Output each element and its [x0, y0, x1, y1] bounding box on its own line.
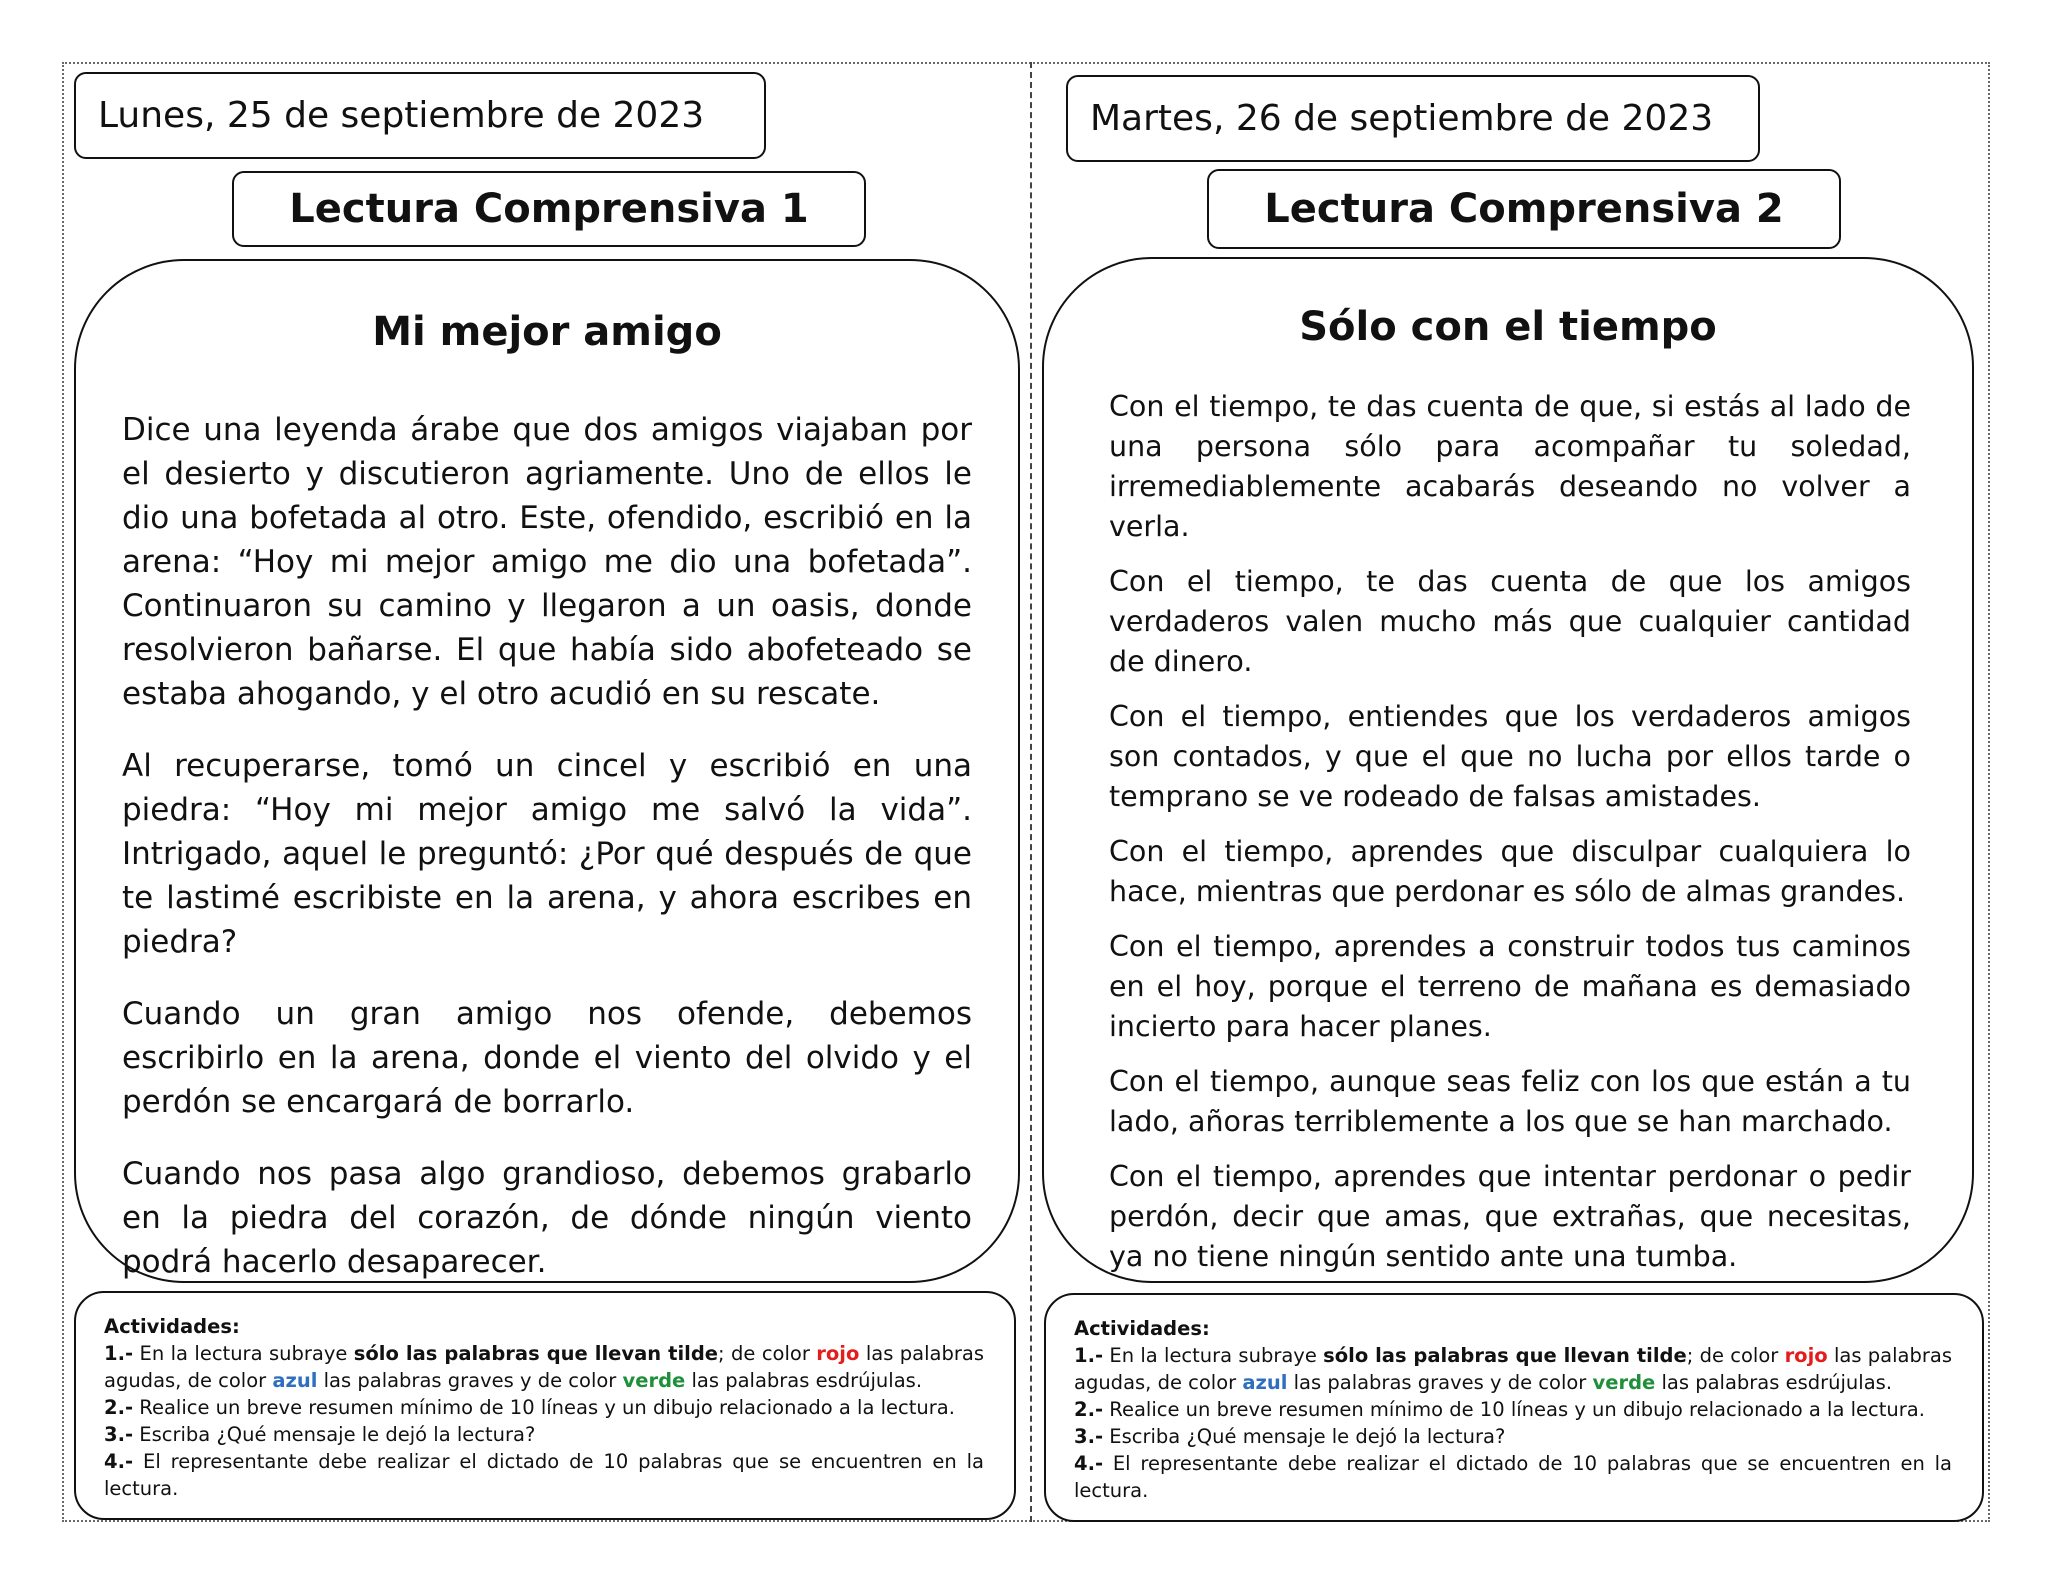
activity-4: 4.- El representante debe realizar el dictado de 10 palabras que se encuentren en la lectura.: [104, 1450, 984, 1500]
activity-4: 4.- El representante debe realizar el dictado de 10 palabras que se encuentren en la lectura.: [1074, 1452, 1952, 1502]
right-date-box: [1066, 75, 1760, 162]
activities-heading: Actividades:: [104, 1315, 240, 1338]
color-blue-word: azul: [272, 1369, 318, 1392]
left-date: Lunes, 25 de septiembre de 2023: [98, 94, 705, 136]
cut-line: [1030, 62, 1032, 1522]
right-paragraph: Con el tiempo, te das cuenta de que, si estás al lado de una persona sólo para acompañar tu soledad, irremediablemente acabarás deseando no volver a verla.: [1109, 390, 1911, 543]
left-paragraph: Cuando nos pasa algo grandioso, debemos grabarlo en la piedra del corazón, de dónde ningún viento podrá hacerlo desaparecer.: [122, 1156, 972, 1280]
left-paragraph: Al recuperarse, tomó un cincel y escribió en una piedra: “Hoy mi mejor amigo me salvó la vida”. Intrigado, aquel le preguntó: ¿Por qué después de que te lastimé escribiste en la arena, y ahora escribes en piedra?: [122, 748, 972, 960]
activity-3: 3.- Escriba ¿Qué mensaje le dejó la lectura?: [1074, 1425, 1506, 1448]
left-paragraph: Dice una leyenda árabe que dos amigos viajaban por el desierto y discutieron agriamente. Uno de ellos le dio una bofetada al otro. Este, ofendido, escribió en la arena: “Hoy mi mejor amigo me dio una bofetada”. Continuaron su camino y llegaron a un oasis, donde resolvieron bañarse. El que había sido abofeteado se estaba ahogando, y el otro acudió en su rescate.: [122, 412, 972, 712]
color-red-word: rojo: [1784, 1344, 1828, 1367]
right-reading-title: Sólo con el tiempo: [1299, 304, 1717, 350]
left-reading-box: [74, 259, 1020, 1283]
activity-2: 2.- Realice un breve resumen mínimo de 10 líneas y un dibujo relacionado a la lectura.: [104, 1396, 955, 1419]
right-activities-box: [1044, 1293, 1984, 1522]
left-heading-box: [232, 171, 866, 247]
color-green-word: verde: [622, 1369, 686, 1392]
right-activities: [1074, 1315, 1952, 1516]
activity-1: 1.- En la lectura subraye sólo las palabras que llevan tilde; de color rojo las palabras agudas, de color azul las palabras graves y de color verde las palabras esdrújulas.: [1074, 1344, 1952, 1394]
color-red-word: rojo: [816, 1342, 860, 1365]
color-green-word: verde: [1592, 1371, 1656, 1394]
right-heading: Lectura Comprensiva 2: [1264, 186, 1784, 232]
right-reading-text: [1109, 387, 1911, 1292]
right-date: Martes, 26 de septiembre de 2023: [1090, 97, 1714, 139]
right-paragraph: Con el tiempo, entiendes que los verdaderos amigos son contados, y que el que no lucha por ellos tarde o temprano se ve rodeado de falsas amistades.: [1109, 700, 1911, 813]
left-date-box: [74, 72, 766, 159]
left-heading: Lectura Comprensiva 1: [289, 186, 809, 232]
right-paragraph: Con el tiempo, aunque seas feliz con los que están a tu lado, añoras terriblemente a los que se han marchado.: [1109, 1065, 1911, 1138]
activity-1: 1.- En la lectura subraye sólo las palabras que llevan tilde; de color rojo las palabras agudas, de color azul las palabras graves y de color verde las palabras esdrújulas.: [104, 1342, 984, 1392]
right-paragraph: Con el tiempo, aprendes que intentar perdonar o pedir perdón, decir que amas, que extrañas, que necesitas, ya no tiene ningún sentido ante una tumba.: [1109, 1160, 1911, 1273]
left-activities-box: [74, 1291, 1016, 1520]
right-reading-box: [1042, 257, 1974, 1283]
left-activities: [104, 1313, 984, 1514]
right-paragraph: Con el tiempo, aprendes a construir todos tus caminos en el hoy, porque el terreno de mañana es demasiado incierto para hacer planes.: [1109, 930, 1911, 1043]
left-reading-text: [122, 408, 972, 1312]
activities-heading: Actividades:: [1074, 1317, 1210, 1340]
right-paragraph: Con el tiempo, te das cuenta de que los amigos verdaderos valen mucho más que cualquier cantidad de dinero.: [1109, 565, 1911, 678]
color-blue-word: azul: [1242, 1371, 1288, 1394]
left-reading-title: Mi mejor amigo: [372, 309, 722, 355]
right-paragraph: Con el tiempo, aprendes que disculpar cualquiera lo hace, mientras que perdonar es sólo de almas grandes.: [1109, 835, 1911, 908]
activity-3: 3.- Escriba ¿Qué mensaje le dejó la lectura?: [104, 1423, 536, 1446]
left-paragraph: Cuando un gran amigo nos ofende, debemos escribirlo en la arena, donde el viento del olvido y el perdón se encargará de borrarlo.: [122, 996, 972, 1120]
right-heading-box: [1207, 169, 1841, 249]
activity-2: 2.- Realice un breve resumen mínimo de 10 líneas y un dibujo relacionado a la lectura.: [1074, 1398, 1925, 1421]
